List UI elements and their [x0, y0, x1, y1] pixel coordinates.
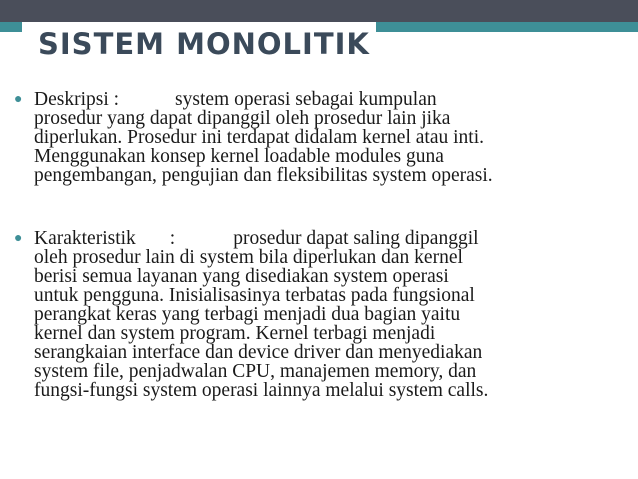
text-line: Deskripsi : system operasi sebagai kumpulan — [34, 89, 437, 110]
text-line: fungsi-fungsi system operasi lainnya melalui system calls. — [34, 380, 489, 401]
bullet-karakteristik — [14, 229, 634, 400]
text-line: pengembangan, pengujian dan fleksibilitas system operasi. — [34, 165, 493, 186]
header-bar — [0, 0, 638, 22]
bullet-text — [34, 90, 634, 185]
bullet-list — [14, 90, 634, 400]
text-line: berisi semua layanan yang disediakan system operasi — [34, 266, 449, 287]
text-line: kernel dan system program. Kernel terbagi menjadi — [34, 323, 436, 344]
bullet-deskripsi — [14, 90, 634, 185]
text-line: prosedur yang dapat dipanggil oleh prosedur lain jika — [34, 108, 451, 129]
text-line: serangkaian interface dan device driver dan menyediakan — [34, 342, 483, 363]
bullet-dot-icon: ● — [14, 92, 23, 107]
text-line: oleh prosedur lain di system bila diperlukan dan kernel — [34, 247, 463, 268]
text-line: Menggunakan konsep kernel loadable modules guna — [34, 146, 444, 167]
text-line: untuk pengguna. Inisialisasinya terbatas pada fungsional — [34, 285, 475, 306]
text-line: perangkat keras yang terbagi menjadi dua bagian yaitu — [34, 304, 461, 325]
bullet-dot-icon: ● — [14, 231, 23, 246]
bullet-text — [34, 229, 634, 400]
slide-title: SISTEM MONOLITIK — [38, 27, 370, 61]
text-line: diperlukan. Prosedur ini terdapat didalam kernel atau inti. — [34, 127, 484, 148]
bullet-label: Karakteristik — [34, 228, 136, 249]
text-line: Karakteristik : prosedur dapat saling dipanggil — [34, 228, 479, 249]
text-line: system file, penjadwalan CPU, manajemen memory, dan — [34, 361, 477, 382]
bullet-label: Deskripsi : — [34, 89, 120, 110]
bullet-separator: : — [169, 228, 176, 249]
